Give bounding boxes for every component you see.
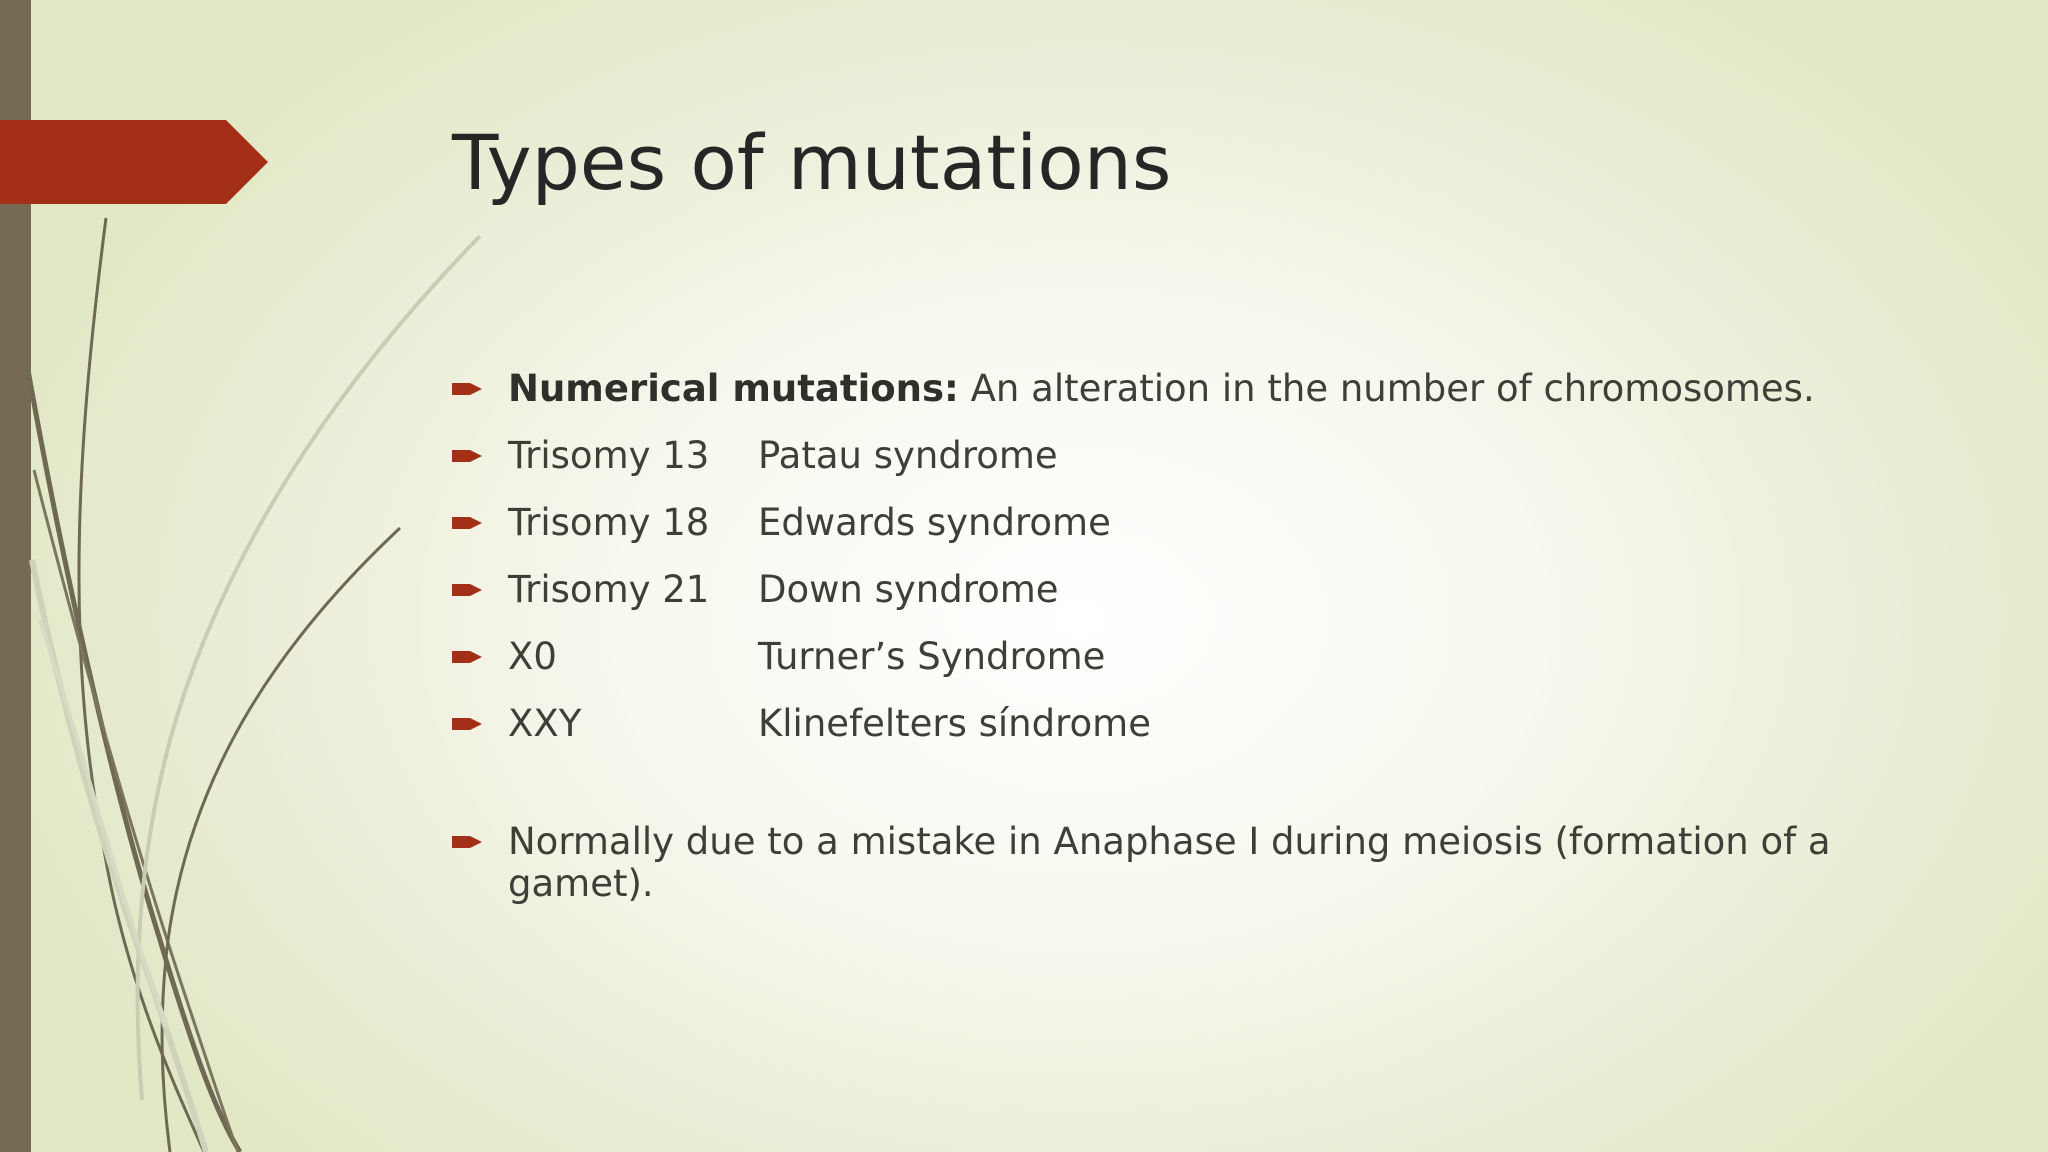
- numerical-mutations-definition: An alteration in the number of chromosomes.: [958, 367, 1815, 410]
- right-arrow-bullet-icon: [452, 699, 508, 749]
- mutation-term: Trisomy 13: [508, 434, 710, 477]
- bullet-list: [452, 364, 1872, 922]
- bullet-text: [508, 498, 1872, 548]
- mutation-term: Trisomy 18: [508, 501, 710, 544]
- right-arrow-bullet-icon: [452, 498, 508, 548]
- syndrome-name: Edwards syndrome: [758, 501, 1111, 544]
- bullet-text: [508, 431, 1872, 481]
- bullet-x0: [452, 632, 1872, 682]
- right-arrow-bullet-icon: [452, 565, 508, 615]
- syndrome-name: Patau syndrome: [758, 434, 1058, 477]
- syndrome-name: Turner’s Syndrome: [758, 635, 1106, 678]
- slide-title: Types of mutations: [452, 118, 1172, 207]
- mutation-term: Trisomy 21: [508, 568, 710, 611]
- bullet-meiosis-note: [452, 817, 1872, 905]
- bullet-text: [508, 699, 1872, 749]
- title-accent-tab: [0, 120, 268, 204]
- right-arrow-bullet-icon: [452, 632, 508, 682]
- mutation-term: XXY: [508, 702, 582, 745]
- numerical-mutations-label: Numerical mutations:: [508, 367, 959, 410]
- bullet-text: [508, 364, 1872, 414]
- right-arrow-bullet-icon: [452, 364, 508, 414]
- bullet-numerical-mutations: [452, 364, 1872, 414]
- meiosis-note-text: Normally due to a mistake in Anaphase I during meiosis (formation of a gamet).: [508, 820, 1831, 905]
- right-arrow-bullet-icon: [452, 817, 508, 867]
- bullet-trisomy-18: [452, 498, 1872, 548]
- right-arrow-bullet-icon: [452, 431, 508, 481]
- bullet-trisomy-21: [452, 565, 1872, 615]
- bullet-xxy: [452, 699, 1872, 749]
- bullet-trisomy-13: [452, 431, 1872, 481]
- syndrome-name: Down syndrome: [758, 568, 1059, 611]
- bullet-text: [508, 565, 1872, 615]
- syndrome-name: Klinefelters síndrome: [758, 702, 1151, 745]
- bullet-text: [508, 632, 1872, 682]
- mutation-term: X0: [508, 635, 557, 678]
